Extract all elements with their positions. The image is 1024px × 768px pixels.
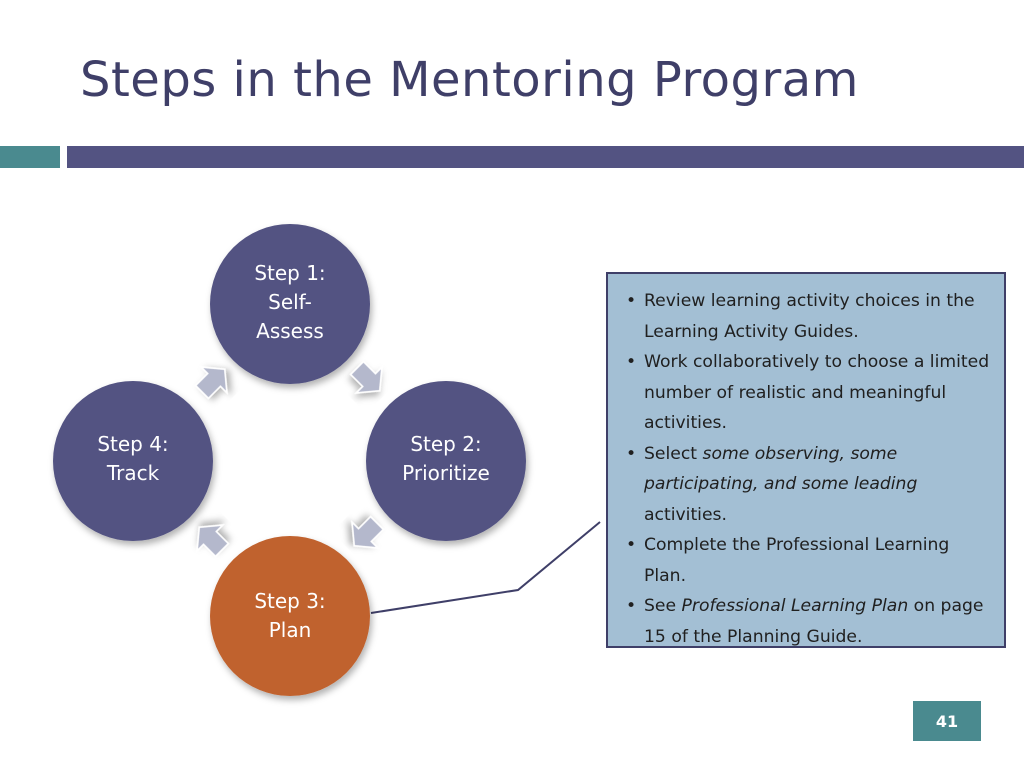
slide-title: Steps in the Mentoring Program [80,52,859,108]
step-2-label: Step 2: Prioritize [402,432,490,485]
step-4-label: Step 4: Track [97,432,169,485]
bullet-item: • See Professional Learning Plan on page 15 of the Planning Guide. [624,591,994,652]
arrow-step4-to-step1-icon [189,357,237,405]
bullet-item: • Review learning activity choices in the Learning Activity Guides. [624,286,994,347]
step-3-label: Step 3: Plan [254,589,326,642]
arrow-step3-to-step4-icon [187,515,235,563]
callout-connector-line [371,522,600,613]
bullet-item: • Work collaboratively to choose a limited number of realistic and meaningful activities. [624,347,994,439]
step-1-label: Step 1: Self- Assess [254,261,326,343]
page-number-badge: 41 [913,701,981,741]
plan-details-box [606,272,1006,648]
bullet-item: • Select some observing, some participating, and some leading activities. [624,439,994,531]
arrow-step1-to-step2-icon [344,355,392,403]
bullet-item: • Complete the Professional Learning Plan. [624,530,994,591]
plan-details-list [624,286,994,652]
arrow-step2-to-step3-icon [342,510,390,558]
